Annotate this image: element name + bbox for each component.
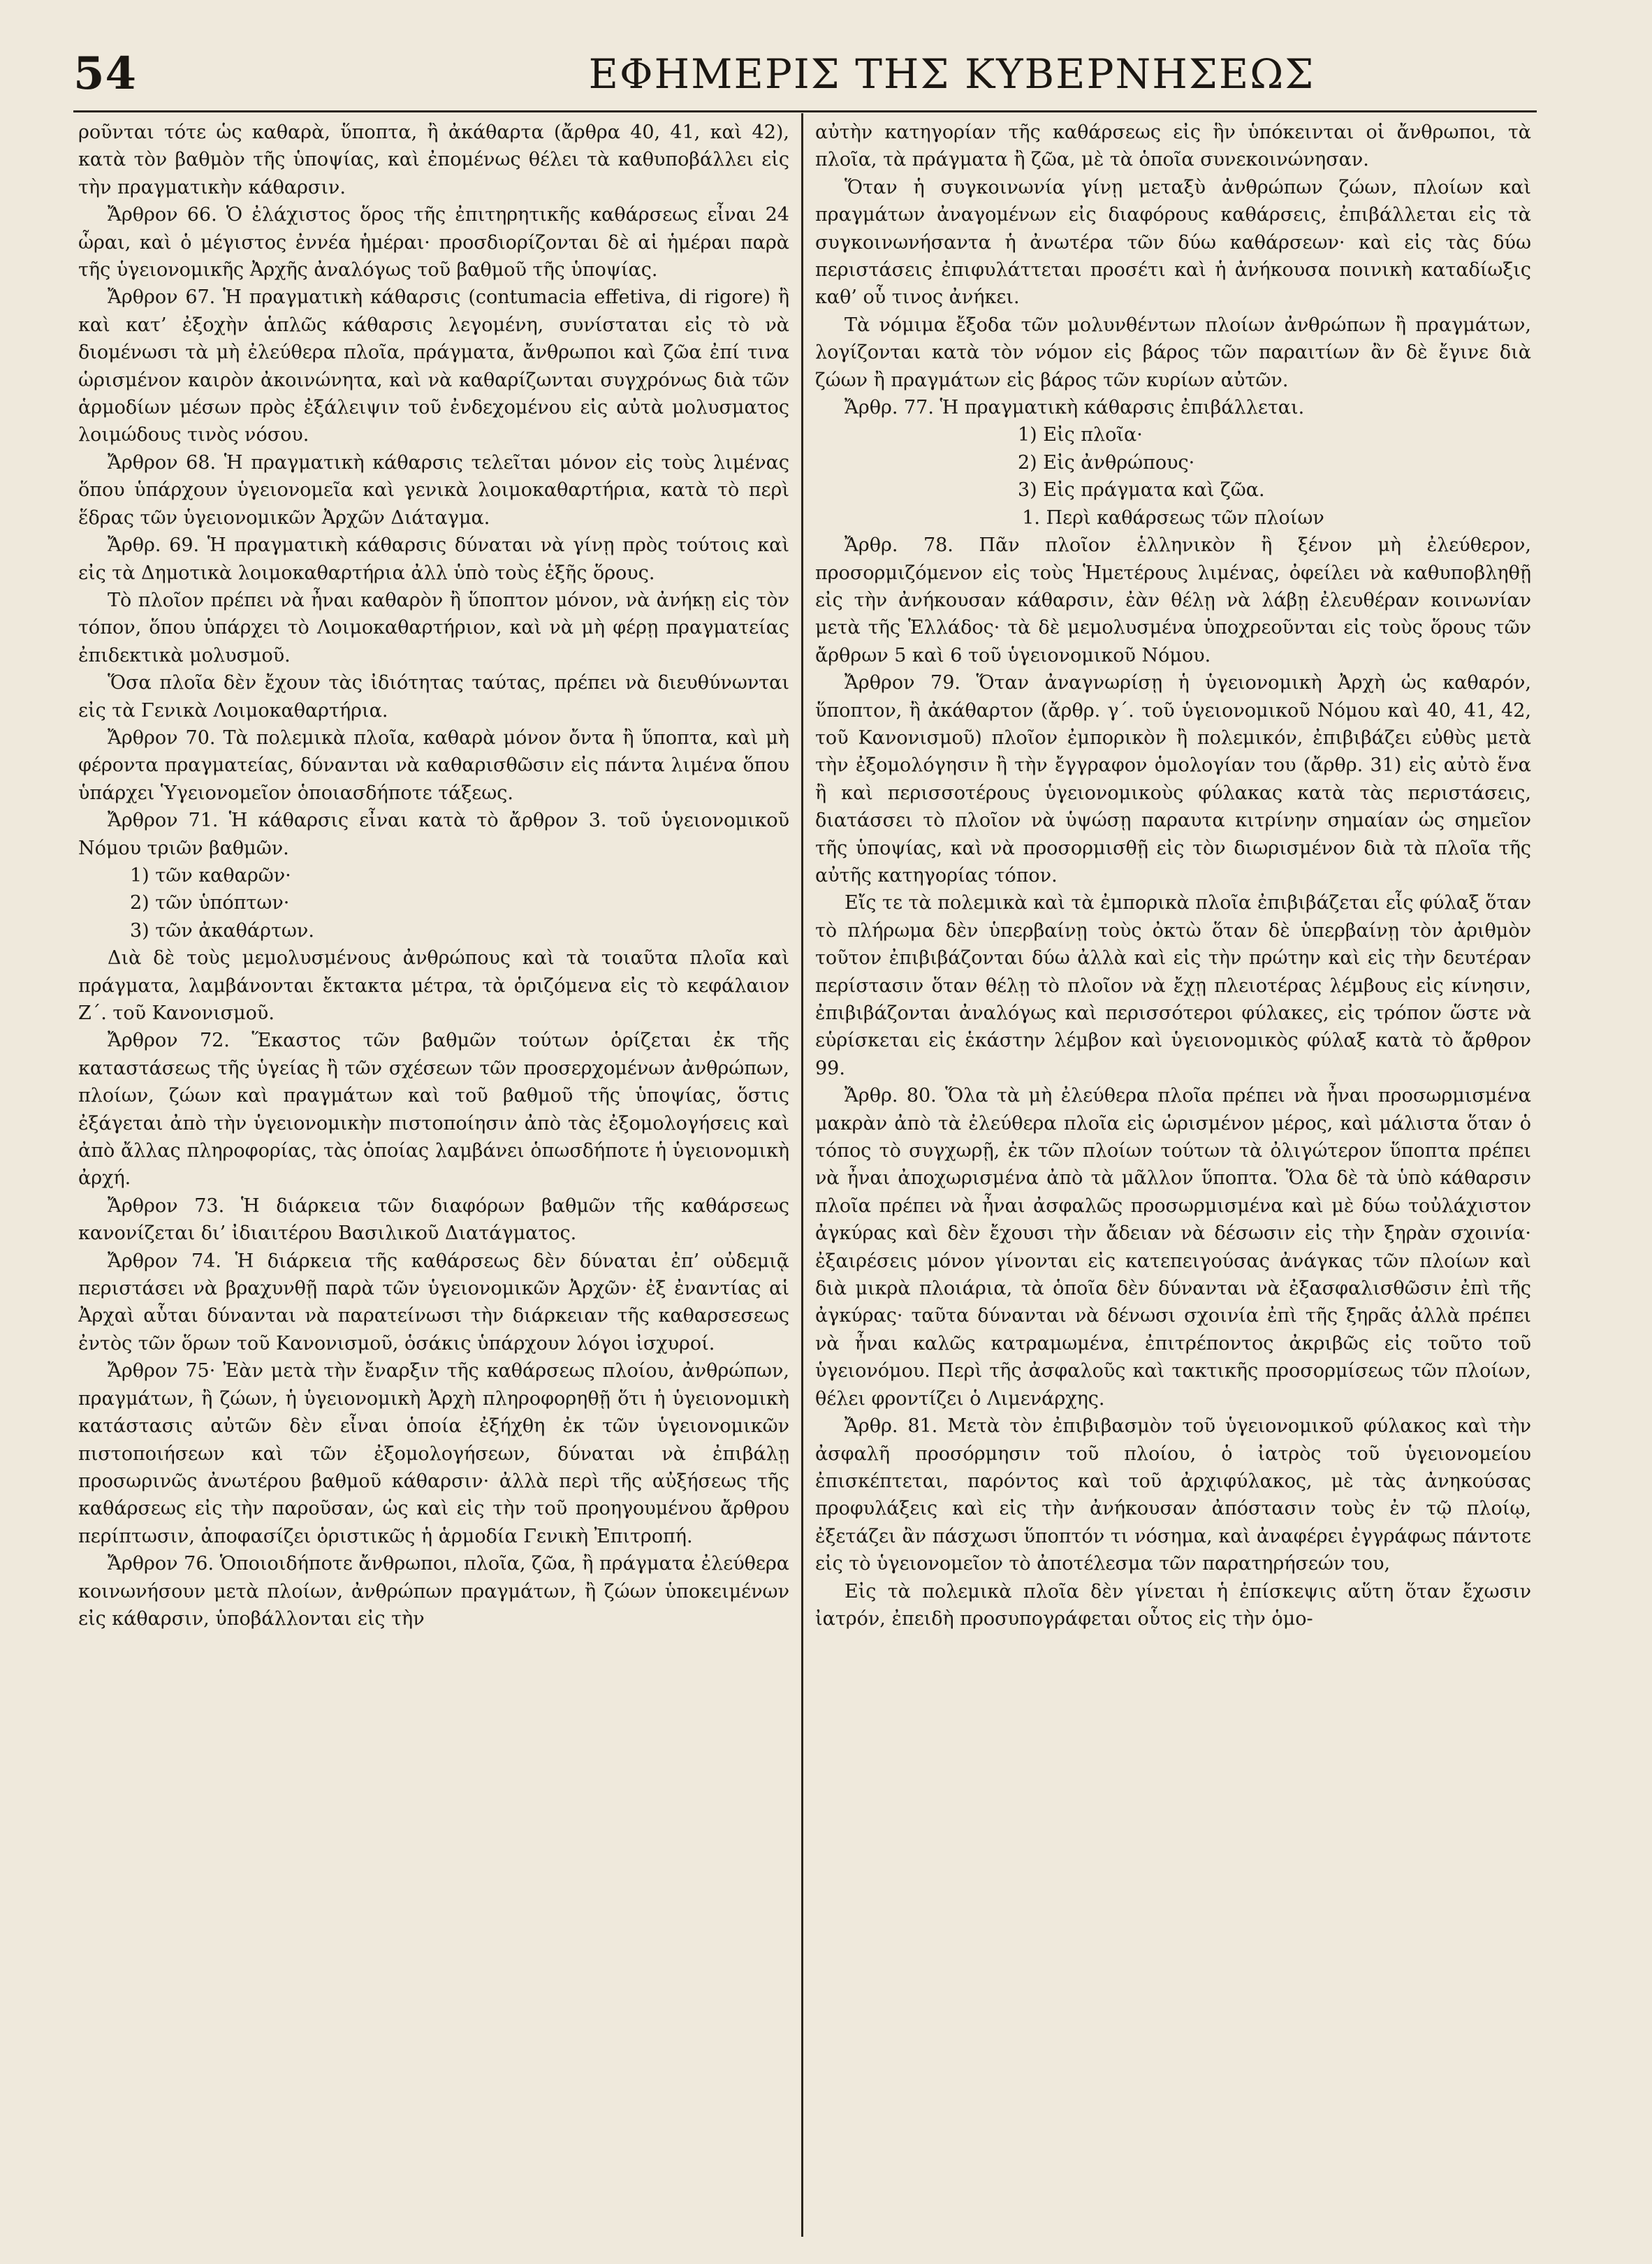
article-paragraph: Ἄρθρον 67. Ἡ πραγματικὴ κάθαρσις (contumacia effetiva, di rigore) ἢ καὶ κατ’ ἐξοχὴν ἁπλῶς κάθαρσις λεγομένη, συνίσταται εἰς τὸ νὰ διομένωσι τὰ μὴ ἐλεύθερα πλοῖα, πράγματα, ἄνθρωποι καὶ ζῶα ἐπί τινα ὡρισμένον καιρὸν ἀκοινώνητα, καὶ νὰ καθαρίζωνται συγχρόνως διὰ τῶν ἁρμοδίων μέσων πρὸς ἐξάλειψιν τοῦ ἐνδεχομένου εἰς αὐτὰ μολυσματος λοιμώδους τινὸς νόσου. [78, 286, 789, 446]
article-paragraph: Ἄρθρ. 78. Πᾶν πλοῖον ἑλληνικὸν ἢ ξένον μὴ ἐλεύθερον, προσορμιζόμενον εἰς τοὺς Ἡμετέρους λιμένας, ὀφείλει νὰ καθυποβληθῇ εἰς τὴν ἀνήκουσαν κάθαρσιν, ἐὰν θέλῃ νὰ λάβῃ ἐλευθέραν κοινωνίαν μετὰ τῆς Ἑλλάδος· τὰ δὲ μεμολυσμένα ὑποχρεοῦνται εἰς τοὺς ὅρους τῶν ἄρθρων 5 καὶ 6 τοῦ ὑγειονομικοῦ Νόμου. [815, 534, 1531, 666]
article-paragraph: Ἄρθρον 74. Ἡ διάρκεια τῆς καθάρσεως δὲν δύναται ἐπ’ οὐδεμιᾷ περιστάσει νὰ βραχυνθῇ παρὰ τῶν ὑγειονομικῶν Ἀρχῶν· ἐξ ἐναντίας αἱ Ἀρχαὶ αὗται δύνανται νὰ παρατείνωσι τὴν διάρκειαν τῆς καθαρσεσεως ἐντὸς τῶν ὅρων τοῦ Κανονισμοῦ, ὁσάκις ὑπάρχουν λόγοι ἰσχυροί. [78, 1250, 789, 1354]
article-paragraph: Ἄρθρον 76. Ὁποιοιδήποτε ἄνθρωποι, πλοῖα, ζῶα, ἢ πράγματα ἐλεύθερα κοινωνήσουν μετὰ πλοίων, ἀνθρώπων πραγμάτων, ἢ ζώων ὑποκειμένων εἰς κάθαρσιν, ὑποβάλλονται εἰς τὴν [78, 1553, 789, 1630]
list-item: 1) τῶν καθαρῶν· [130, 864, 291, 886]
list-item: 1) Εἰς πλοῖα· [1018, 424, 1143, 446]
column-divider [801, 113, 803, 2237]
article-paragraph: αὐτὴν κατηγορίαν τῆς καθάρσεως εἰς ἣν ὑπόκεινται οἱ ἄνθρωποι, τὰ πλοῖα, τὰ πράγματα ἢ ζῶα, μὲ τὰ ὁποῖα συνεκοινώνησαν. [815, 122, 1531, 171]
header-rule [73, 110, 1537, 112]
article-paragraph: Διὰ δὲ τοὺς μεμολυσμένους ἀνθρώπους καὶ τὰ τοιαῦτα πλοῖα καὶ πράγματα, λαμβάνονται ἔκτακτα μέτρα, τὰ ὁριζόμενα εἰς τὸ κεφάλαιον Ζ΄. τοῦ Κανονισμοῦ. [78, 947, 789, 1024]
list-item: 3) Εἰς πράγματα καὶ ζῶα. [1018, 479, 1265, 502]
article-paragraph: Ἄρθρον 72. Ἕκαστος τῶν βαθμῶν τούτων ὁρίζεται ἐκ τῆς καταστάσεως τῆς ὑγείας ἢ τῶν σχέσεων τῶν προσερχομένων ἀνθρώπων, πλοίων, ζώων καὶ πραγμάτων καὶ τοῦ βαθμοῦ τῆς ὑποψίας, ὅστις ἐξάγεται ἀπὸ τὴν ὑγειονομικὴν πιστοποίησιν ἀπὸ τὰς ἐξομολογήσεις καὶ ἀπὸ ἄλλας πληροφορίας, τὰς ὁποίας λαμβάνει ὁπωσδήποτε ἡ ὑγειονομικὴ ἀρχή. [78, 1030, 789, 1190]
page-number: 54 [73, 48, 138, 100]
article-paragraph: Ἄρθρον 70. Τὰ πολεμικὰ πλοῖα, καθαρὰ μόνον ὄντα ἢ ὕποπτα, καὶ μὴ φέροντα πραγματείας, δύνανται νὰ καθαρισθῶσιν εἰς πάντα λιμένα ὅπου ὑπάρχει Ὑγειονομεῖον ὁποιασδήποτε τάξεως. [78, 726, 789, 804]
article-paragraph: Ὅταν ἡ συγκοινωνία γίνῃ μεταξὺ ἀνθρώπων ζώων, πλοίων καὶ πραγμάτων ἀναγομένων εἰς διαφόρους καθάρσεις, ἐπιβάλλεται εἰς τὰ συγκοινωνήσαντα ἡ ἀνωτέρα τῶν δύω καθάρσεων· καὶ εἰς τὰς δύω περιστάσεις ἐπιφυλάττεται προσέτι καὶ ἡ ἀνήκουσα ποινικὴ καταδίωξις καθ’ οὗ τινος ἀνήκει. [815, 176, 1531, 309]
article-paragraph: Ὅσα πλοῖα δὲν ἔχουν τὰς ἰδιότητας ταύτας, πρέπει νὰ διευθύνωνται εἰς τὰ Γενικὰ Λοιμοκαθαρτήρια. [78, 672, 789, 722]
article-paragraph: Ἄρθρ. 80. Ὅλα τὰ μὴ ἐλεύθερα πλοῖα πρέπει νὰ ἦναι προσωρμισμένα μακρὰν ἀπὸ τὰ ἐλεύθερα πλοῖα εἰς ὡρισμένον μέρος, καὶ μάλιστα ὅταν ὁ τόπος τὸ συγχωρῇ, ἐκ τῶν πλοίων τούτων τὰ ὀλιγώτερον ὕποπτα πρέπει νὰ ἦναι ἀποχωρισμένα ἀπὸ τὰ μᾶλλον ὕποπτα. Ὅλα δὲ τὰ ὑπὸ κάθαρσιν πλοῖα πρέπει νὰ ἦναι ἀσφαλῶς προσωρμισμένα καὶ μὲ δύω τοὐλάχιστον ἀγκύρας καὶ δὲν ἔχουσι τὴν ἄδειαν νὰ δέσωσιν εἰς τὴν ξηρὰν σχοινία· ἐξαιρέσεις μόνον γίνονται εἰς κατεπειγούσας ἀνάγκας τῶν πλοίων καὶ διὰ μικρὰ πλοιάρια, τὰ ὁποῖα δὲν δύνανται νὰ ἐξασφαλισθῶσιν ἐπὶ τῆς ἀγκύρας· ταῦτα δύνανται νὰ δένωσι σχοινία ἐπὶ τῆς ξηρᾶς ἀλλὰ πρέπει νὰ ἦναι καλῶς κατραμωμένα, ἐπιτρέποντος ἀκριβῶς εἰς τοῦτο τοῦ ὑγειονόμου. Περὶ τῆς ἀσφαλοῦς καὶ τακτικῆς προσορμίσεως τῶν πλοίων, θέλει φροντίζει ὁ Λιμενάρχης. [815, 1085, 1531, 1410]
article-paragraph: Ἄρθρον 68. Ἡ πραγματικὴ κάθαρσις τελεῖται μόνον εἰς τοὺς λιμένας ὅπου ὑπάρχουν ὑγειονομεῖα καὶ γενικὰ λοιμοκαθαρτήρια, κατὰ τὸ περὶ ἕδρας τῶν ὑγειονομικῶν Ἀρχῶν Διάταγμα. [78, 451, 789, 529]
article-paragraph: Τὸ πλοῖον πρέπει νὰ ἦναι καθαρὸν ἢ ὕποπτον μόνον, νὰ ἀνήκῃ εἰς τὸν τόπον, ὅπου ὑπάρχει τὸ Λοιμοκαθαρτήριον, καὶ νὰ μὴ φέρῃ πραγματείας ἐπιδεκτικὰ μολυσμοῦ. [78, 589, 789, 666]
article-paragraph: Εἰς τὰ πολεμικὰ πλοῖα δὲν γίνεται ἡ ἐπίσκεψις αὕτη ὅταν ἔχωσιν ἰατρόν, ἐπειδὴ προσυπογράφεται οὗτος εἰς τὴν ὁμο- [815, 1580, 1531, 1630]
article-paragraph: Ἄρθρον 79. Ὅταν ἀναγνωρίσῃ ἡ ὑγειονομικὴ Ἀρχὴ ὡς καθαρόν, ὕποπτον, ἢ ἀκάθαρτον (ἄρθρ. γ΄. τοῦ ὑγειονομικοῦ Νόμου καὶ 40, 41, 42, τοῦ Κανονισμοῦ) πλοῖον ἐμπορικὸν ἢ πολεμικόν, ἐπιβιβάζει εὐθὺς μετὰ τὴν ἐξομολόγησιν ἢ τὴν ἔγγραφον ὁμολογίαν του (ἄρθρ. 31) εἰς αὐτὸ ἕνα ἢ καὶ περισσοτέρους ὑγειονομικοὺς φύλακας κατὰ τὰς περιστάσεις, διατάσσει τὸ πλοῖον νὰ ὑψώσῃ παραυτα κιτρίνην σημαίαν ὡς σημεῖον τῆς ὑποψίας, καὶ νὰ προσορμισθῇ εἰς τὸν διωρισμένον διὰ τὰ πλοῖα τῆς αὐτῆς κατηγορίας τόπον. [815, 672, 1531, 886]
page-header [73, 42, 1537, 105]
list-item: 2) τῶν ὑπόπτων· [130, 892, 290, 914]
article-paragraph: Ἄρθρον 71. Ἡ κάθαρσις εἶναι κατὰ τὸ ἄρθρον 3. τοῦ ὑγειονομικοῦ Νόμου τριῶν βαθμῶν. [78, 810, 789, 859]
right-column [815, 119, 1531, 2235]
section-heading: 1. Περὶ καθάρσεως τῶν πλοίων [1022, 506, 1324, 529]
article-paragraph: Τὰ νόμιμα ἔξοδα τῶν μολυνθέντων πλοίων ἀνθρώπων ἢ πραγμάτων, λογίζονται κατὰ τὸν νόμον εἰς βάρος τῶν παραιτίων ἂν δὲ ἔγινε διὰ ζώων ἢ πραγμάτων εἰς βάρος τῶν κυρίων αὐτῶν. [815, 314, 1531, 391]
article-paragraph: Ἄρθρον 75· Ἐὰν μετὰ τὴν ἔναρξιν τῆς καθάρσεως πλοίου, ἀνθρώπων, πραγμάτων, ἢ ζώων, ἡ ὑγειονομικὴ Ἀρχὴ πληροφορηθῇ ὅτι ἡ ὑγειονομικὴ κατάστασις αὐτῶν δὲν εἶναι ὁποία ἐξήχθη ἐκ τῶν ὑγειονομικῶν πιστοποιήσεων καὶ τῶν ἐξομολογήσεων, δύναται νὰ ἐπιβάλῃ προσωρινῶς ἀνωτέρου βαθμοῦ κάθαρσιν· ἀλλὰ περὶ τῆς αὐξήσεως τῆς καθάρσεως εἰς τὴν παροῦσαν, ὡς καὶ εἰς τὴν τοῦ προηγουμένου ἄρθρου περίπτωσιν, ἀποφασίζει ὁριστικῶς ἡ ἁρμοδία Γενικὴ Ἐπιτροπή. [78, 1360, 789, 1547]
running-title: ΕΦΗΜΕΡΙΣ ΤΗΣ ΚΥΒΕΡΝΗΣΕΩΣ [588, 50, 1315, 98]
article-paragraph: Ἄρθρον 66. Ὁ ἐλάχιστος ὅρος τῆς ἐπιτηρητικῆς καθάρσεως εἶναι 24 ὧραι, καὶ ὁ μέγιστος ἐννέα ἡμέραι· προσδιορίζονται δὲ αἱ ἡμέραι παρὰ τῆς ὑγειονομικῆς Ἀρχῆς ἀναλόγως τοῦ βαθμοῦ τῆς ὑποψίας. [78, 204, 789, 282]
list-item: 3) τῶν ἀκαθάρτων. [130, 919, 314, 942]
article-paragraph: Ἄρθρ. 81. Μετὰ τὸν ἐπιβιβασμὸν τοῦ ὑγειονομικοῦ φύλακος καὶ τὴν ἀσφαλῆ προσόρμησιν τοῦ πλοίου, ὁ ἰατρὸς τοῦ ὑγειονομείου ἐπισκέπτεται, παρόντος καὶ τοῦ ἀρχιφύλακος, μὲ τὰς ἀνηκούσας προφυλάξεις καὶ εἰς τὴν ἀνήκουσαν ἀπόστασιν τοὺς ἐν τῷ πλοίῳ, ἐξετάζει ἂν πάσχωσι ὕποπτόν τι νόσημα, καὶ ἀναφέρει ἐγγράφως πάντοτε εἰς τὸ ὑγειονομεῖον τὸ ἀποτέλεσμα τῶν παρατηρήσεών του, [815, 1415, 1531, 1575]
article-paragraph: Ἄρθρ. 69. Ἡ πραγματικὴ κάθαρσις δύναται νὰ γίνῃ πρὸς τούτοις καὶ εἰς τὰ Δημοτικὰ λοιμοκαθαρτήρια ἀλλ ὑπὸ τοὺς ἑξῆς ὅρους. [78, 534, 789, 584]
list-item: 2) Εἰς ἀνθρώπους· [1018, 451, 1195, 474]
article-paragraph: Εἴς τε τὰ πολεμικὰ καὶ τὰ ἐμπορικὰ πλοῖα ἐπιβιβάζεται εἷς φύλαξ ὅταν τὸ πλήρωμα δὲν ὑπερβαίνῃ τοὺς ὀκτὼ ὅταν δὲ ὑπερβαίνῃ τὸν ἀριθμὸν τοῦτον ἐπιβιβάζονται δύω ἀλλὰ καὶ εἰς τὴν πρώτην καὶ εἰς τὴν δευτέραν περίστασιν ὅταν θέλῃ τὸ πλοῖον νὰ ἔχῃ πλειοτέρας λέμβους εἰς κίνησιν, ἐπιβιβάζονται ἀναλόγως καὶ περισσότεροι φύλακες, εἰς τρόπον ὥστε νὰ εὑρίσκεται εἰς ἑκάστην λέμβον καὶ ὑγειονομικὸς φύλαξ κατὰ τὸ ἄρθρον 99. [815, 892, 1531, 1079]
article-paragraph: Ἄρθρ. 77. Ἡ πραγματικὴ κάθαρσις ἐπιβάλλεται. [845, 397, 1305, 419]
left-column [78, 119, 789, 2235]
article-paragraph: Ἄρθρον 73. Ἡ διάρκεια τῶν διαφόρων βαθμῶν τῆς καθάρσεως κανονίζεται δι’ ἰδιαιτέρου Βασιλικοῦ Διατάγματος. [78, 1195, 789, 1245]
article-paragraph: ροῦνται τότε ὡς καθαρὰ, ὕποπτα, ἢ ἀκάθαρτα (ἄρθρα 40, 41, καὶ 42), κατὰ τὸν βαθμὸν τῆς ὑποψίας, καὶ ἐπομένως θέλει τὰ καθυποβάλλει εἰς τὴν πραγματικὴν κάθαρσιν. [78, 122, 789, 198]
